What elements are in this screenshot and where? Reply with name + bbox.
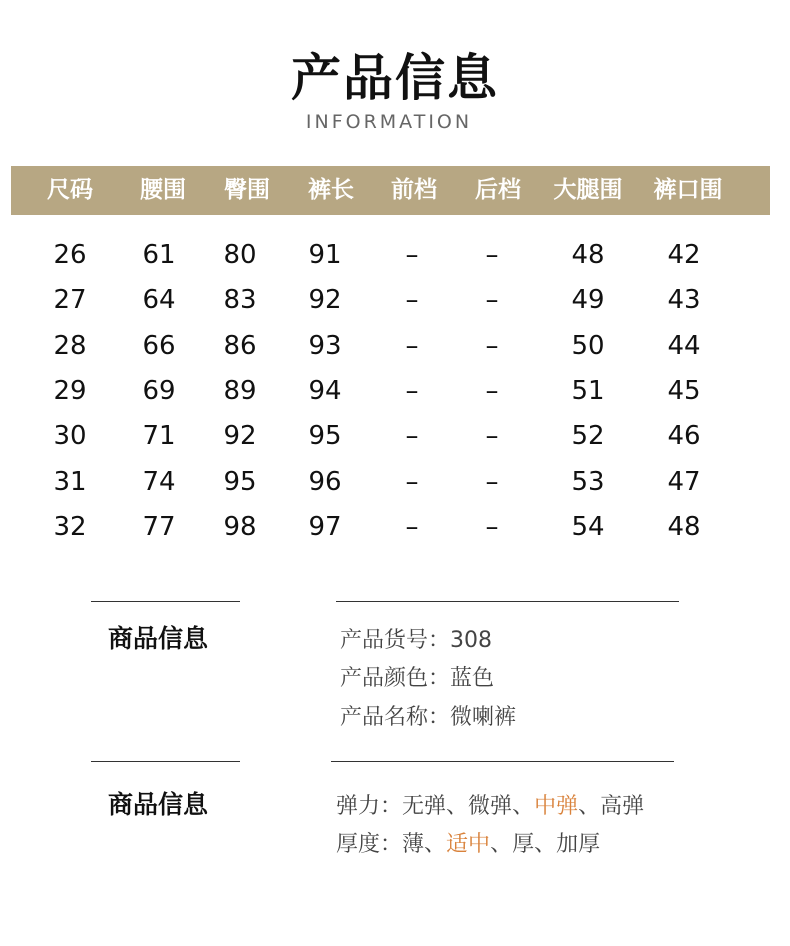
table-cell: –: [405, 466, 419, 497]
option: 无弹: [402, 794, 447, 819]
table-cell: 30: [53, 421, 87, 452]
option-separator: 、: [512, 794, 535, 819]
table-cell: 53: [571, 466, 605, 497]
selected-option: 适中: [446, 832, 491, 857]
header-hip: 臀围: [224, 177, 270, 203]
table-cell: 86: [223, 330, 257, 361]
table-cell: –: [485, 511, 499, 542]
table-cell: 48: [571, 240, 605, 270]
thickness-line: [336, 830, 600, 860]
table-cell: –: [485, 375, 499, 406]
selected-option: 中弹: [534, 794, 579, 819]
table-cell: 26: [53, 240, 87, 270]
table-cell: 89: [223, 375, 257, 406]
header-length: 裤长: [308, 177, 354, 203]
table-cell: 92: [223, 421, 257, 452]
header-size: 尺码: [47, 177, 93, 203]
header-waist: 腰围: [140, 177, 186, 203]
table-cell: 54: [571, 511, 605, 542]
table-cell: 43: [667, 285, 701, 316]
table-cell: 69: [142, 375, 176, 406]
table-cell: 91: [308, 240, 342, 270]
table-cell: 44: [667, 330, 701, 361]
table-cell: –: [485, 466, 499, 497]
header-back-rise: 后档: [475, 177, 521, 203]
page-title: 产品信息: [291, 49, 499, 107]
header-leg-opening: 裤口围: [653, 177, 723, 203]
option-separator: 、: [490, 832, 513, 857]
divider: [331, 761, 674, 762]
elasticity-key: 弹力：: [336, 794, 403, 819]
table-cell: –: [485, 421, 499, 452]
option-separator: 、: [424, 832, 447, 857]
table-cell: 77: [142, 511, 176, 542]
option-separator: 、: [446, 794, 469, 819]
table-cell: 64: [142, 285, 176, 316]
table-cell: 95: [223, 466, 257, 497]
table-cell: 96: [308, 466, 342, 497]
header-front-rise: 前档: [391, 177, 437, 203]
table-row: [0, 235, 790, 275]
divider: [91, 601, 240, 602]
elasticity-options: [402, 794, 644, 819]
table-cell: 98: [223, 511, 257, 542]
option-separator: 、: [578, 794, 601, 819]
table-cell: 49: [571, 285, 605, 316]
table-cell: 83: [223, 285, 257, 316]
table-cell: 28: [53, 330, 87, 361]
product-sku-key: 产品货号：: [340, 628, 451, 653]
product-sku-line: [340, 626, 492, 656]
option: 薄: [402, 832, 425, 857]
product-name-line: [340, 703, 516, 733]
option: 厚: [512, 832, 535, 857]
table-row: [0, 326, 790, 366]
table-row: [0, 371, 790, 411]
size-table-header: [11, 166, 770, 215]
table-cell: –: [485, 240, 499, 270]
option: 微弹: [468, 794, 513, 819]
table-cell: –: [405, 240, 419, 270]
table-cell: 51: [571, 375, 605, 406]
table-cell: 47: [667, 466, 701, 497]
table-row: [0, 280, 790, 320]
table-cell: 93: [308, 330, 342, 361]
table-cell: 46: [667, 421, 701, 452]
product-color-key: 产品颜色：: [340, 666, 451, 691]
table-cell: 66: [142, 330, 176, 361]
product-color-line: [340, 664, 494, 694]
table-row: [0, 462, 790, 502]
table-cell: 97: [308, 511, 342, 542]
divider: [336, 601, 679, 602]
table-cell: 50: [571, 330, 605, 361]
table-row: [0, 416, 790, 456]
product-sku-value: 308: [450, 628, 493, 653]
table-cell: –: [405, 511, 419, 542]
thickness-key: 厚度：: [336, 832, 403, 857]
table-cell: 48: [667, 511, 701, 542]
option: 加厚: [556, 832, 601, 857]
table-cell: 29: [53, 375, 87, 406]
table-cell: 94: [308, 375, 342, 406]
table-cell: 95: [308, 421, 342, 452]
table-cell: –: [405, 330, 419, 361]
product-name-value: 微喇裤: [450, 705, 517, 730]
product-color-value: 蓝色: [450, 666, 495, 691]
elasticity-line: [336, 792, 644, 822]
table-cell: –: [405, 421, 419, 452]
table-cell: 42: [667, 240, 701, 270]
table-cell: –: [405, 285, 419, 316]
table-cell: 52: [571, 421, 605, 452]
table-cell: 80: [223, 240, 257, 270]
option: 高弹: [600, 794, 645, 819]
table-cell: –: [485, 285, 499, 316]
thickness-options: [402, 832, 600, 857]
page-subtitle: INFORMATION: [305, 111, 473, 133]
table-cell: –: [485, 330, 499, 361]
table-cell: 71: [142, 421, 176, 452]
table-cell: –: [405, 375, 419, 406]
table-cell: 61: [142, 240, 176, 270]
header-thigh: 大腿围: [553, 177, 623, 203]
attributes-label: 商品信息: [108, 790, 209, 819]
product-name-key: 产品名称：: [340, 705, 451, 730]
divider: [91, 761, 240, 762]
table-cell: 31: [53, 466, 87, 497]
table-cell: 27: [53, 285, 87, 316]
table-cell: 32: [53, 511, 87, 542]
table-cell: 92: [308, 285, 342, 316]
product-info-label: 商品信息: [108, 624, 209, 653]
table-cell: 45: [667, 375, 701, 406]
table-cell: 74: [142, 466, 176, 497]
table-row: [0, 507, 790, 547]
option-separator: 、: [534, 832, 557, 857]
